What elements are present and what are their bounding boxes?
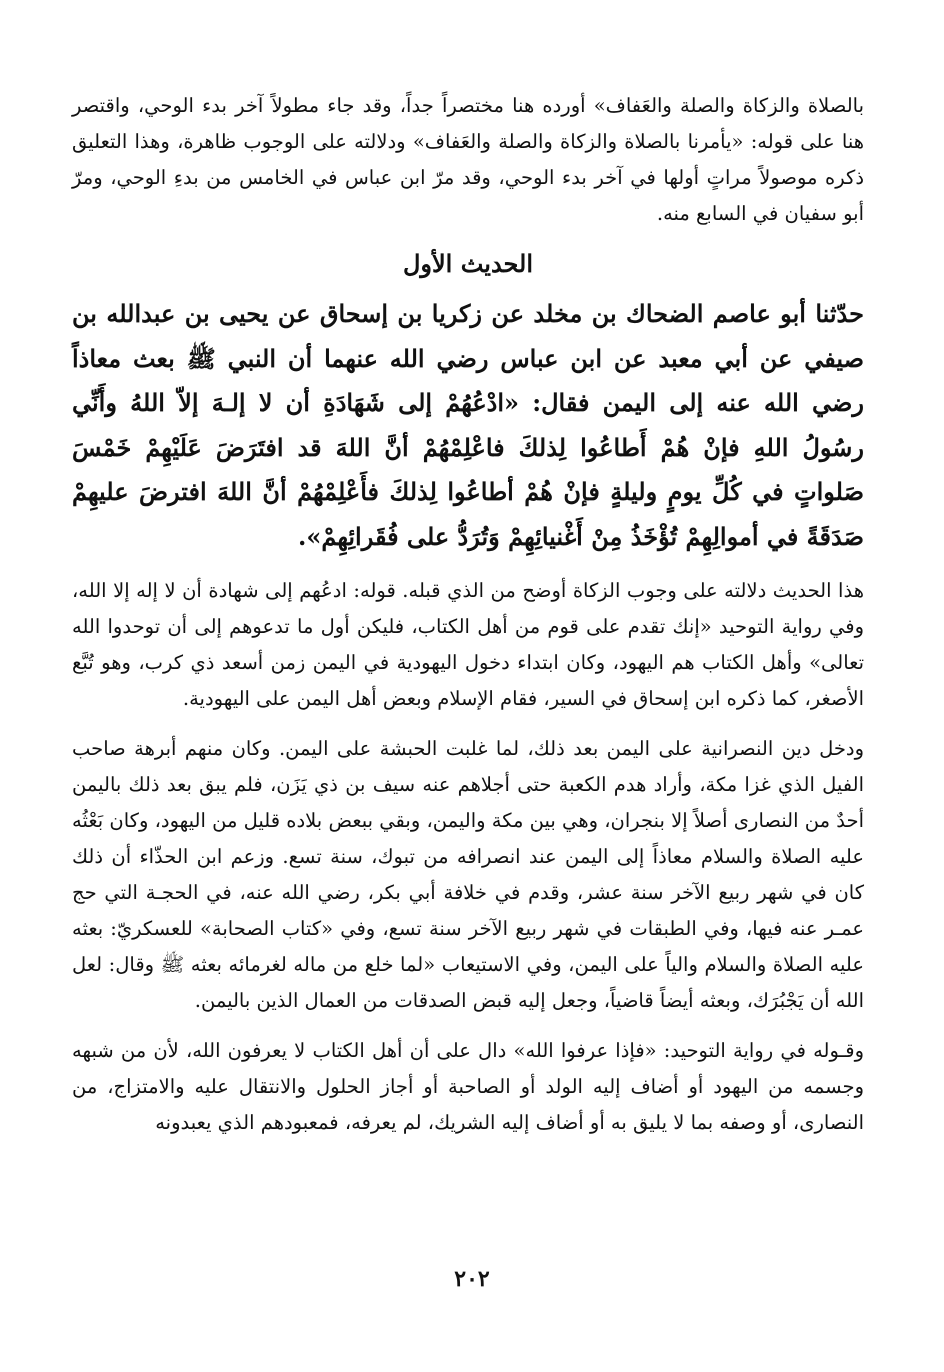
- page-number: ٢٠٢: [454, 1266, 490, 1292]
- paragraph-commentary-1: هذا الحديث دلالته على وجوب الزكاة أوضح من الذي قبله. قوله: ادعُهم إلى شهادة أن لا إله إلا الله، وفي رواية التوحيد «إنك تقدم على قوم من أهل الكتاب، فليكن أول ما تدعوهم إلى أن توحدوا الله تعالى» وأهل الكتاب هم اليهود، وكان ابتداء دخول اليهودية في اليمن زمن أسعد ذي كرب، وهو تُبَّع الأصغر، كما ذكره ابن إسحاق في السير، فقام الإسلام وبعض أهل اليمن على اليهودية.: [72, 579, 865, 710]
- paragraph-commentary-2: ودخل دين النصرانية على اليمن بعد ذلك، لما غلبت الحبشة على اليمن. وكان منهم أبرهة صاحب الفيل الذي غزا مكة، وأراد هدم الكعبة حتى أجلاهم عنه سيف بن ذي يَزَن، فلم يبق بعد ذلك باليمن أحدٌ من النصارى أصلاً إلا بنجران، وهي بين مكة واليمن، وبقي ببعض بلاده قليل من اليهود، وكان بَعْثُه عليه الصلاة والسلام معاذاً إلى اليمن عند انصرافه من تبوك، سنة تسع. وزعم ابن الحذّاء أن ذلك كان في شهر ربيع الآخر سنة عشر، وقدم في خلافة أبي بكر، رضي الله عنه، في الحجـة التي حج عمـر عنه فيها، وفي الطبقات في شهر ربيع الآخر سنة تسع، وفي «كتاب الصحابة» للعسكريّ: بعثه عليه الصلاة والسلام والياً على اليمن، وفي الاستيعاب «لما خلع من ماله لغرمائه بعثه ﷺ وقال: لعل الله أن يَجْبُرَك، وبعثه أيضاً قاضياً، وجعل إليه قبض الصدقات من العمال الذين باليمن.: [72, 737, 864, 1012]
- hadith-text: حدّثنا أبو عاصم الضحاك بن مخلد عن زكريا بن إسحاق عن يحيى بن عبدالله بن صيفي عن أبي معبد عن ابن عباس رضي الله عنهما أن النبي ﷺ بعث معاذاً رضي الله عنه إلى اليمن فقال: «ادْعُهُمْ إلى شَهَادَةِ أن لا إلـهَ إلاّ اللهُ وأَنِّي رسُولُ اللهِ فإنْ هُمْ أَطاعُوا لِذلكَ فاعْلِمْهُمْ أنَّ اللهَ قد افتَرَضَ عَلَيْهِمْ خَمْسَ صَلواتٍ في كُلِّ يومٍ وليلةٍ فإنْ هُمْ أطاعُوا لِذلكَ فأَعْلِمْهُمْ أنَّ اللهَ افترضَ عليهِمْ صَدَقَةً في أموالِهِمْ تُؤْخَذُ مِنْ أَغْنيائِهِمْ وَتُرَدُّ على فُقَرائِهِمْ».: [72, 299, 865, 551]
- paragraph-intro: بالصلاة والزكاة والصلة والعَفاف» أورده هنا مختصراً جداً، وقد جاء مطولاً آخر بدء الوحي، واقتصر هنا على قوله: «يأمرنا بالصلاة والزكاة والصلة والعَفاف» ودلالته على الوجوب ظاهرة، وهذا التعليق ذكره موصولاً مراتٍ أولها في آخر بدء الوحي، وقد مرّ ابن عباس في الخامس من بدءِ الوحي، ومرّ أبو سفيان في السابع منه.: [72, 94, 864, 225]
- paragraph-commentary-3: وقـوله في رواية التوحيد: «فإذا عرفوا الله» دال على أن أهل الكتاب لا يعرفون الله، لأن من شبهه وجسمه من اليهود أو أضاف إليه الولد أو الصاحبة أو أجاز الحلول والانتقال عليه والامتزاج، من النصارى، أو وصفه بما لا يليق به أو أضاف إليه الشريك، لم يعرفه، فمعبودهم الذي يعبدونه: [72, 1039, 864, 1134]
- section-heading: الحديث الأول: [402, 249, 534, 278]
